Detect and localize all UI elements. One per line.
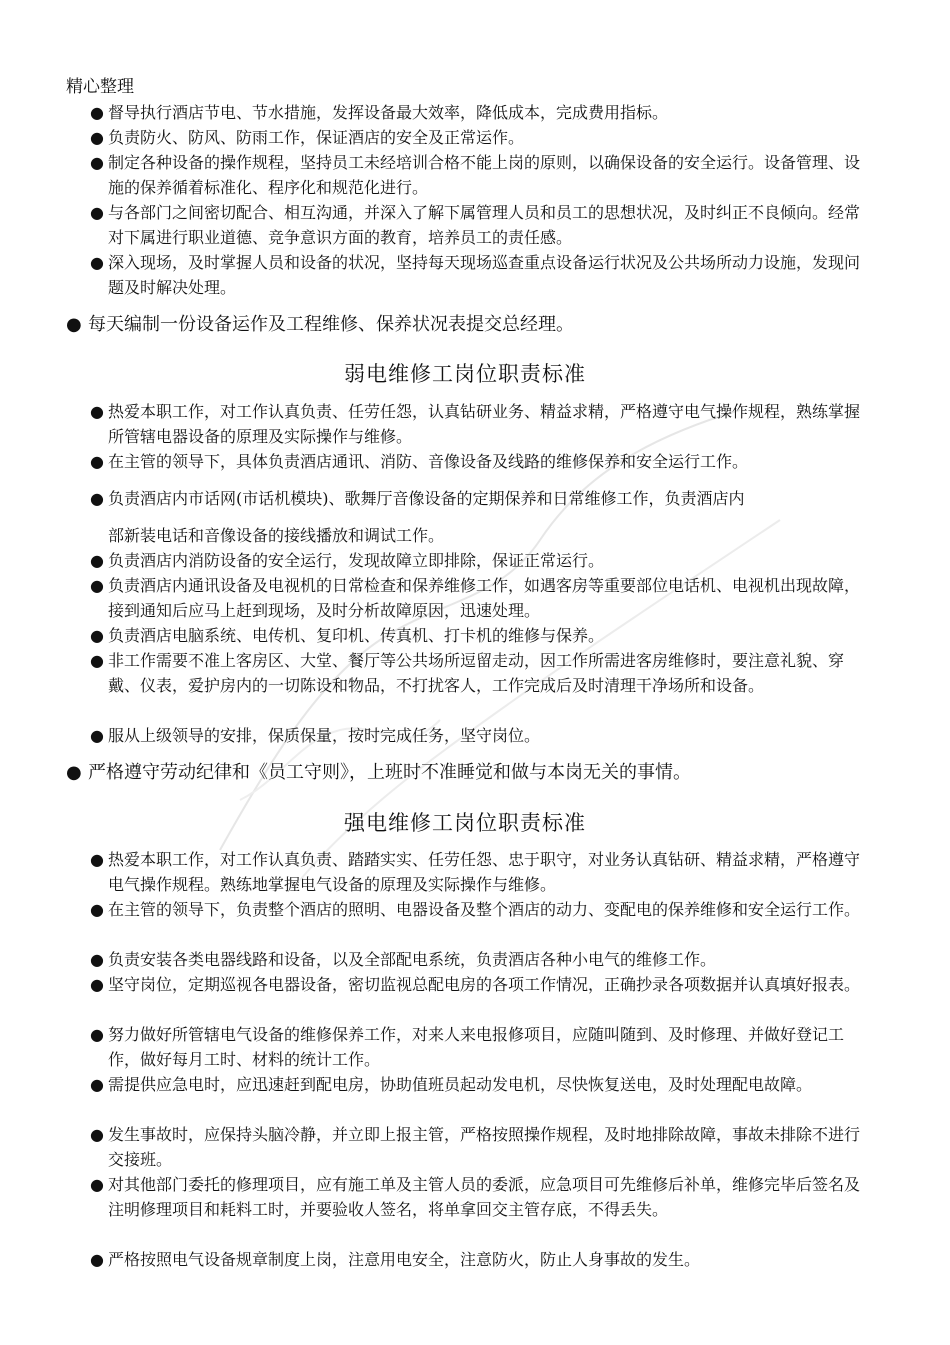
list-item xyxy=(90,125,870,150)
bullet-icon: ● xyxy=(90,452,104,471)
bullet-icon: ● xyxy=(90,153,104,172)
list-item-text: 热爱本职工作，对工作认真负责、任劳任怨，认真钻研业务、精益求精，严格遵守电气操作规程，熟练掌握所管辖电器设备的原理及实际操作与维修。 xyxy=(108,402,861,446)
bullet-icon: ● xyxy=(90,551,104,570)
bullet-icon: ● xyxy=(90,726,104,745)
list-item xyxy=(90,1022,870,1072)
list-item xyxy=(90,449,870,474)
bullet-icon: ● xyxy=(90,576,104,595)
closing-line xyxy=(66,760,896,786)
list-item-text: 部新装电话和音像设备的接线播放和调试工作。 xyxy=(108,526,445,545)
list-item xyxy=(90,623,870,648)
bullet-icon: ● xyxy=(90,975,104,994)
bullet-icon: ● xyxy=(66,314,82,335)
list-item-text: 发生事故时，应保持头脑冷静，并立即上报主管，严格按照操作规程，及时地排除故障，事故未排除不进行交接班。 xyxy=(108,1125,861,1169)
list-item xyxy=(90,897,870,922)
bullet-icon: ● xyxy=(90,651,104,670)
list-item xyxy=(90,1072,870,1097)
list-item-text: 努力做好所管辖电气设备的维修保养工作，对来人来电报修项目，应随叫随到、及时修理、并做好登记工作，做好每月工时、材料的统计工作。 xyxy=(108,1025,845,1069)
header-label: 精心整理 xyxy=(66,77,134,97)
bullet-icon: ● xyxy=(90,950,104,969)
list-item xyxy=(90,250,870,300)
closing-text: 严格遵守劳动纪律和《员工守则》，上班时不准睡觉和做与本岗无关的事情。 xyxy=(88,762,691,783)
list-item xyxy=(90,200,870,250)
bullet-icon: ● xyxy=(90,253,104,272)
list-item-text: 热爱本职工作，对工作认真负责、踏踏实实、任劳任怨、忠于职守，对业务认真钻研、精益求精，严格遵守电气操作规程。熟练地掌握电气设备的原理及实际操作与维修。 xyxy=(108,850,861,894)
bullet-icon: ● xyxy=(90,626,104,645)
bullet-icon: ● xyxy=(90,489,104,508)
list-item xyxy=(90,947,870,972)
list-item-text: 负责安装各类电器线路和设备，以及全部配电系统，负责酒店各种小电气的维修工作。 xyxy=(108,950,717,969)
list-item xyxy=(90,723,870,748)
bullet-icon: ● xyxy=(90,900,104,919)
list-item xyxy=(90,399,870,449)
list-item-text: 负责酒店电脑系统、电传机、复印机、传真机、打卡机的维修与保养。 xyxy=(108,626,605,645)
list-item-text: 在主管的领导下，负责整个酒店的照明、电器设备及整个酒店的动力、变配电的保养维修和安全运行工作。 xyxy=(108,900,861,919)
list-item xyxy=(90,648,870,698)
bullet-icon: ● xyxy=(90,1125,104,1144)
list-item-text: 负责酒店内市话网(市话机模块)、歌舞厅音像设备的定期保养和日常维修工作，负责酒店内 xyxy=(108,489,745,508)
bullet-icon: ● xyxy=(90,402,104,421)
bullet-icon: ● xyxy=(90,1025,104,1044)
list-item-text: 制定各种设备的操作规程，坚持员工未经培训合格不能上岗的原则，以确保设备的安全运行。设备管理、设施的保养循着标准化、程序化和规范化进行。 xyxy=(108,153,861,197)
list-item-text: 与各部门之间密切配合、相互沟通，并深入了解下属管理人员和员工的思想状况，及时纠正不良倾向。经常对下属进行职业道德、竞争意识方面的教育，培养员工的责任感。 xyxy=(108,203,861,247)
bullet-icon: ● xyxy=(90,103,104,122)
list-item-text: 非工作需要不准上客房区、大堂、餐厅等公共场所逗留走动，因工作所需进客房维修时，要注意礼貌、穿戴、仪表，爱护房内的一切陈设和物品，不打扰客人，工作完成后及时清理干净场所和设备。 xyxy=(108,651,845,695)
list-item xyxy=(90,847,870,897)
list-item xyxy=(90,972,870,997)
list-item-text: 在主管的领导下，具体负责酒店通讯、消防、音像设备及线路的维修保养和安全运行工作。 xyxy=(108,452,749,471)
list-item-text: 负责酒店内消防设备的安全运行，发现故障立即排除，保证正常运行。 xyxy=(108,551,605,570)
list-item xyxy=(90,150,870,200)
list-item xyxy=(90,1172,870,1222)
list-item xyxy=(90,573,870,623)
bullet-icon: ● xyxy=(90,128,104,147)
closing-line xyxy=(66,312,896,338)
list-item-continued xyxy=(90,523,870,548)
section-title: 强电维修工岗位职责标准 xyxy=(344,811,586,835)
closing-text: 每天编制一份设备运作及工程维修、保养状况表提交总经理。 xyxy=(88,314,574,335)
bullet-icon: ● xyxy=(90,1075,104,1094)
bullet-icon: ● xyxy=(90,1250,104,1269)
list-item-text: 服从上级领导的安排，保质保量，按时完成任务，坚守岗位。 xyxy=(108,726,541,745)
list-item-text: 负责酒店内通讯设备及电视机的日常检查和保养维修工作，如遇客房等重要部位电话机、电视机出现故障，接到通知后应马上赶到现场，及时分析故障原因，迅速处理。 xyxy=(108,576,861,620)
list-item xyxy=(90,1247,870,1272)
list-item xyxy=(90,100,870,125)
list-item-text: 督导执行酒店节电、节水措施，发挥设备最大效率，降低成本，完成费用指标。 xyxy=(108,103,669,122)
list-item-text: 需提供应急电时，应迅速赶到配电房，协助值班员起动发电机，尽快恢复送电，及时处理配电故障。 xyxy=(108,1075,813,1094)
list-item xyxy=(90,1122,870,1172)
list-item-text: 坚守岗位，定期巡视各电器设备，密切监视总配电房的各项工作情况，正确抄录各项数据并认真填好报表。 xyxy=(108,975,861,994)
list-item xyxy=(90,548,870,573)
list-item-text: 严格按照电气设备规章制度上岗，注意用电安全，注意防火，防止人身事故的发生。 xyxy=(108,1250,701,1269)
bullet-icon: ● xyxy=(66,762,82,783)
list-item-text: 深入现场，及时掌握人员和设备的状况，坚持每天现场巡查重点设备运行状况及公共场所动力设施，发现问题及时解决处理。 xyxy=(108,253,861,297)
list-item-text: 对其他部门委托的修理项目，应有施工单及主管人员的委派，应急项目可先维修后补单，维修完毕后签名及注明修理项目和耗料工时，并要验收人签名，将单拿回交主管存底，不得丢失。 xyxy=(108,1175,861,1219)
bullet-icon: ● xyxy=(90,850,104,869)
bullet-icon: ● xyxy=(90,203,104,222)
list-item xyxy=(90,486,870,511)
bullet-icon: ● xyxy=(90,1175,104,1194)
list-item-text: 负责防火、防风、防雨工作，保证酒店的安全及正常运作。 xyxy=(108,128,525,147)
section-title: 弱电维修工岗位职责标准 xyxy=(344,362,586,386)
